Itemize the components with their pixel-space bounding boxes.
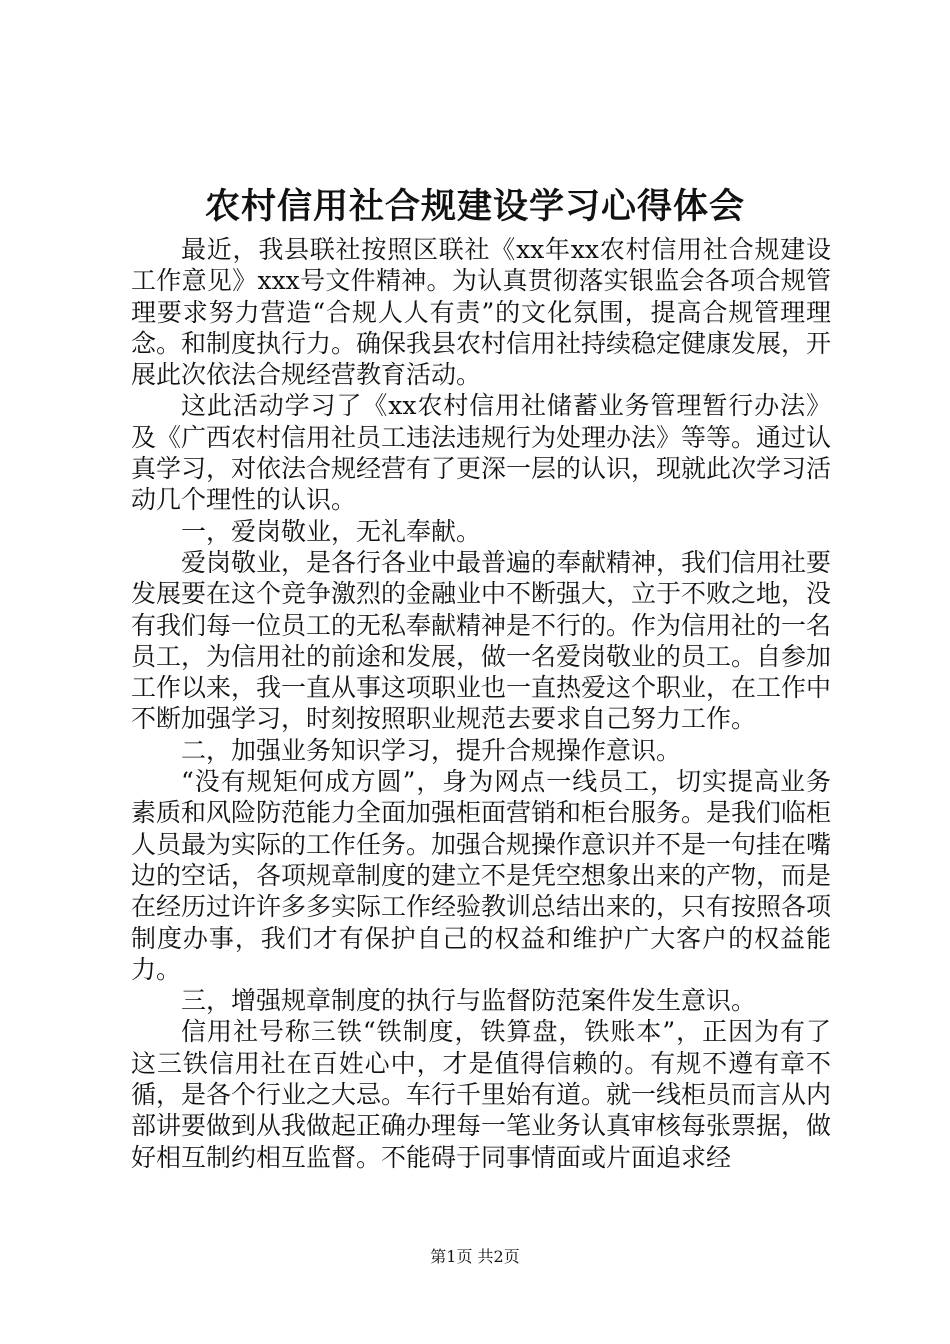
section-heading-2: 二，加强业务知识学习，提升合规操作意识。 <box>181 735 682 765</box>
paragraph-section-2: “没有规矩何成方圆”，身为网点一线员工，切实提高业务素质和风险防范能力全面加强柜面营销和柜台服务。是我们临柜人员最为实际的工作任务。加强合规操作意识并不是一句挂在嘴边的空话，各项规章制度的建立不是凭空想象出来的产物，而是在经历过许许多多实际工作经验教训总结出来的，只有按照各项制度办事，我们才有保护自己的权益和维护广大客户的权益能力。 <box>131 767 832 984</box>
paragraph-section-3: 信用社号称三铁“铁制度，铁算盘，铁账本”，正因为有了这三铁信用社在百姓心中，才是值得信赖的。有规不遵有章不循，是各个行业之大忌。车行千里始有道。就一线柜员而言从内部讲要做到从我做起正确办理每一笔业务认真审核每张票据，做好相互制约相互监督。不能碍于同事情面或片面追求经 <box>131 1017 832 1172</box>
page-footer: 第1页 共2页 <box>430 1247 520 1266</box>
document-title: 农村信用社合规建设学习心得体会 <box>204 187 745 227</box>
paragraph-intro: 最近，我县联社按照区联社《xx年xx农村信用社合规建设工作意见》xxx号文件精神。为认真贯彻落实银监会各项合规管理要求努力营造“合规人人有责”的文化氛围，提高合规管理理念。和制度执行力。确保我县农村信用社持续稳定健康发展，开展此次依法合规经营教育活动。 <box>131 235 832 390</box>
document-body <box>131 234 831 1173</box>
section-heading-1: 一，爱岗敬业，无礼奉献。 <box>181 516 482 546</box>
paragraph-study-scope: 这此活动学习了《xx农村信用社储蓄业务管理暂行办法》及《广西农村信用社员工违法违规行为处理办法》等等。通过认真学习，对依法合规经营有了更深一层的认识，现就此次学习活动几个理性的认识。 <box>131 391 832 515</box>
paragraph-section-1: 爱岗敬业，是各行各业中最普遍的奉献精神，我们信用社要发展要在这个竞争激烈的金融业中不断强大，立于不败之地，没有我们每一位员工的无私奉献精神是不行的。作为信用社的一名员工，为信用社的前途和发展，做一名爱岗敬业的员工。自参加工作以来，我一直从事这项职业也一直热爱这个职业，在工作中不断加强学习，时刻按照职业规范去要求自己努力工作。 <box>131 547 832 734</box>
section-heading-3: 三，增强规章制度的执行与监督防范案件发生意识。 <box>181 986 757 1016</box>
